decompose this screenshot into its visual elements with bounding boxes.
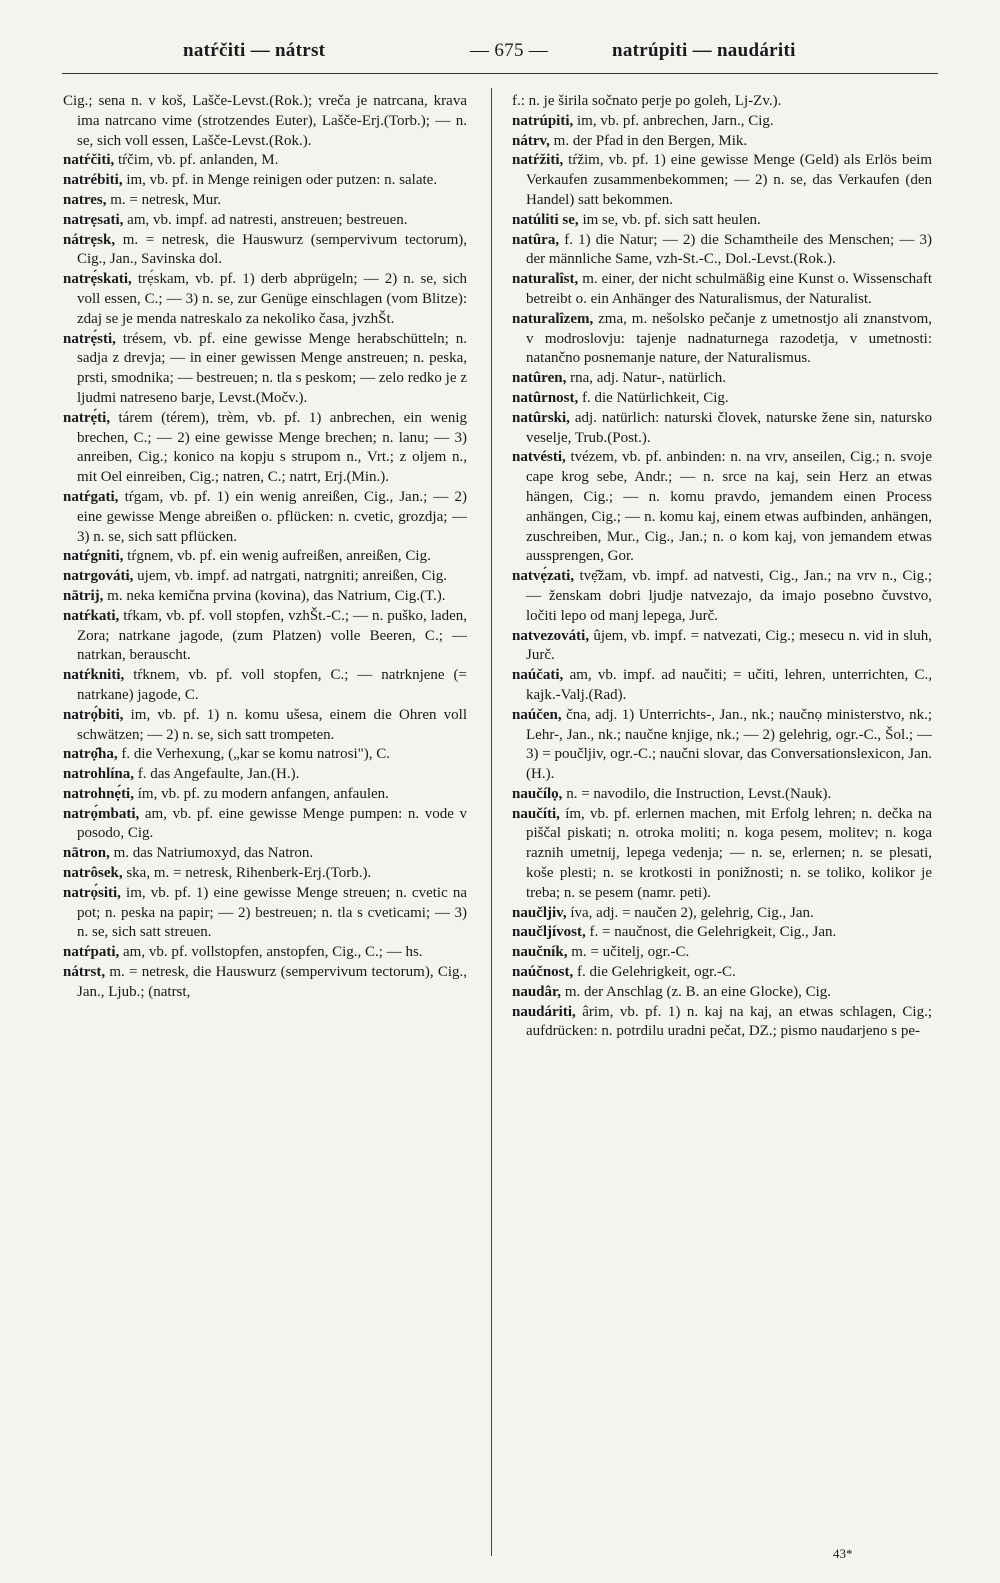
entry-headword: naúčen, [512, 706, 562, 723]
entry-definition: m. = netresk, die Hauswurz (sempervivum tectorum), Cig., Jan., Savinska dol. [77, 231, 467, 268]
entry-definition: f. = naučnost, die Gelehrigkeit, Cig., Jan. [589, 924, 837, 941]
dictionary-entry [512, 963, 932, 983]
entry-headword: natrohnẹ́ti, [63, 785, 134, 802]
entry-headword: natúliti se, [512, 211, 579, 228]
entry-definition: trẹ́skam, vb. pf. 1) derb abprügeln; — 2) n. se, sich voll essen, C.; — 3) n. se, zur Genüge einschlagen (vom Blitze): zdaj se je menda natreskalo za nekoliko časa, jvzhŠt. [77, 271, 467, 327]
entry-definition: m. das Natriumoxyd, das Natron. [113, 845, 314, 862]
entry-headword: natŕkati, [63, 607, 120, 624]
entry-definition: m. einer, der nicht schulmäßig eine Kunst o. Wissenschaft betreibt o. ein Anhänger des Naturalismus, der Naturalist. [526, 271, 932, 307]
entry-headword: natûrski, [512, 409, 570, 426]
entry-definition: f. die Gelehrigkeit, ogr.-C. [577, 964, 736, 981]
entry-headword: natrôsek, [63, 865, 123, 882]
entry-definition: m. der Anschlag (z. B. an eine Glocke), Cig. [564, 983, 831, 1000]
dictionary-entry [63, 844, 467, 864]
entry-definition: zma, m. nešolsko pečanje z umetnostjo ali znanstvom, v modroslovju: tajenje nadnaturnega razodetja, v umetnosti: natančno posnemanje nature, der Naturalismus. [526, 310, 932, 367]
entry-definition: am, vb. impf. ad natresti, anstreuen; bestreuen. [127, 211, 408, 228]
entry-headword: natrúpiti, [512, 112, 574, 129]
entry-headword: natrẹsati, [63, 211, 124, 228]
entry-headword: natvẹ́zati, [512, 568, 575, 585]
dictionary-entry [63, 211, 467, 231]
entry-headword: natrẹ́ti, [63, 409, 111, 426]
entry-definition: ujem, vb. impf. ad natrgati, natrgniti; anreißen, Cig. [137, 568, 447, 585]
dictionary-entry [63, 151, 467, 171]
entry-definition: am, vb. pf. eine gewisse Menge pumpen: n. vode v posodo, Cig. [77, 805, 467, 842]
entry-headword: natrohlína, [63, 766, 134, 783]
entry-definition: n. = navodilo, die Instruction, Levst.(Nauk). [566, 785, 832, 802]
entry-definition: ím, vb. pf. zu modern anfangen, anfaulen. [137, 785, 389, 802]
entry-definition: ím, vb. pf. erlernen machen, mit Erfolg lehren; n. dečka na piščal piskati; n. otroka moliti; n. koga pesem, molitev; n. koga raznih umetnij, lepega vedenja; — n. se, erlernen; n. se plesati, koše plesti; n. se krotkosti in ponižnosti; n. se toliko, kolikor je treba; n. se pesem (namr. peti). [526, 805, 932, 901]
dictionary-entry [512, 923, 932, 943]
entry-headword: naučljívost, [512, 924, 586, 941]
entry-definition: im, vb. pf. in Menge reinigen oder putzen: n. salate. [126, 172, 438, 189]
entry-headword: nátrv, [512, 132, 550, 149]
dictionary-entry [63, 607, 467, 666]
dictionary-entry [63, 884, 467, 943]
dictionary-entry [63, 765, 467, 785]
entry-definition: čna, adj. 1) Unterrichts-, Jan., nk.; naučnọ ministerstvo, nk.; Lehr-, Jan., nk.; naučne knjige, nk.; — 2) gelehrig, ogr.-C., Šol.; — 3) = poučljiv, ogr.-C.; naučni slovar, das Conversationslexicon, Jan.(H.). [526, 706, 932, 783]
entry-definition: f. das Angefaulte, Jan.(H.). [137, 766, 300, 783]
entry-headword: naučljiv, [512, 904, 567, 921]
entry-definition: im, vb. pf. 1) eine gewisse Menge streuen; n. cvetic na pot; n. peska na papir; — 2) bestreuen; n. tla s cveticami; — 3) n. se, sich satt streuen. [77, 884, 467, 941]
entry-headword: naúčnost, [512, 964, 574, 981]
entry-definition: tŕgnem, vb. pf. ein wenig aufreißen, anreißen, Cig. [127, 548, 431, 565]
running-head-left: natŕčiti — nátrst [183, 40, 326, 61]
dictionary-entry [63, 567, 467, 587]
entry-definition: tárem (térem), trèm, vb. pf. 1) anbrechen, ein wenig brechen, C.; — 2) eine gewisse Menge brechen; n. lanu; — 3) anreiben, Cig.; konico na kopju s strupom n., Vrt.; z oljem n., mit Oel einreiben, Cig.; natren, C.; natrt, Erj.(Min.). [77, 409, 467, 486]
entry-definition: m. = netresk, die Hauswurz (sempervivum tectorum), Cig., Jan., Ljub.; (natrst, [77, 964, 467, 1000]
entry-headword: natŕžiti, [512, 152, 564, 169]
entry-headword: natŕkniti, [63, 667, 125, 684]
entry-headword: natrọ́biti, [63, 706, 124, 723]
dictionary-entry [512, 706, 932, 785]
entry-headword: natŕpati, [63, 944, 120, 961]
entry-headword: natŕgati, [63, 488, 119, 505]
entry-headword: natrébiti, [63, 172, 123, 189]
entry-definition: im, vb. pf. anbrechen, Jarn., Cig. [577, 112, 774, 129]
entry-headword: naudáriti, [512, 1003, 576, 1020]
entry-definition: íva, adj. = naučen 2), gelehrig, Cig., Jan. [570, 904, 814, 921]
entry-headword: natŕgniti, [63, 548, 124, 565]
entry-definition: f. die Verhexung, („kar se komu natrosi"), C. [121, 746, 391, 763]
dictionary-entry [512, 983, 932, 1003]
printer-signature: 43* [833, 1546, 853, 1561]
entry-headword: natrgováti, [63, 568, 134, 585]
entry-definition: f. die Natürlichkeit, Cig. [582, 389, 729, 406]
dictionary-entry [63, 330, 467, 409]
entry-headword: natŕčiti, [63, 152, 115, 169]
entry-headword: natûrnost, [512, 389, 579, 406]
entry-headword: natrọ́mbati, [63, 805, 140, 822]
entry-definition: m. = netresk, Mur. [110, 191, 222, 208]
right-column [512, 92, 932, 1557]
entry-headword: naučíti, [512, 805, 560, 822]
dictionary-entry [512, 448, 932, 567]
dictionary-entry [512, 567, 932, 626]
dictionary-entry [63, 92, 467, 151]
dictionary-entry [512, 627, 932, 667]
entry-definition: trésem, vb. pf. eine gewisse Menge herabschütteln; n. sadja z drevja; — in einer gewissen Menge anstreuen; n. peska, prsti, smodnika; — bestreuen; n. tla s peskom; — zelo redko je z ljudmi natreseno barje, Levst.(Močv.). [77, 330, 467, 406]
entry-definition: f.: n. je širila sočnato perje po goleh, Lj-Zv.). [512, 93, 782, 109]
entry-headword: natres, [63, 191, 107, 208]
entry-headword: natvésti, [512, 449, 566, 466]
dictionary-entry [63, 171, 467, 191]
entry-definition: im se, vb. pf. sich satt heulen. [582, 211, 761, 228]
entry-definition: m. der Pfad in den Bergen, Mik. [553, 132, 748, 149]
dictionary-entry [512, 151, 932, 210]
column-divider [491, 88, 492, 1556]
dictionary-entry [512, 211, 932, 231]
entry-definition: adj. natürlich: naturski človek, naturske žene sin, natursko veselje, Trub.(Post.). [526, 409, 932, 446]
dictionary-entry [512, 112, 932, 132]
entry-definition: tŕknem, vb. pf. voll stopfen, C.; — natrknjene (= natrkane) jagode, C. [77, 667, 467, 703]
dictionary-entry [63, 231, 467, 271]
entry-definition: m. neka kemična prvina (kovina), das Natrium, Cig.(T.). [107, 587, 446, 604]
dictionary-entry [512, 1003, 932, 1043]
entry-headword: nátrẹsk, [63, 231, 116, 248]
dictionary-entry [512, 805, 932, 904]
dictionary-entry [512, 904, 932, 924]
dictionary-entry [63, 785, 467, 805]
entry-definition: tvẹ̑žam, vb. impf. ad natvesti, Cig., Jan.; na vrv n., Cig.; — ženskam dobri ljudje natvezajo, da imajo posebno čuvstvo, ločiti lepo od manj lepega, Jurč. [526, 568, 932, 624]
dictionary-entry [63, 270, 467, 329]
entry-headword: natrẹ́skati, [63, 271, 132, 288]
entry-headword: natrọ̑ha, [63, 746, 118, 763]
entry-definition: ûjem, vb. impf. = natvezati, Cig.; mesecu n. vid in sluh, Jurč. [526, 627, 932, 664]
entry-definition: im, vb. pf. 1) n. komu ušesa, einem die Ohren voll schwätzen; — 2) n. se, sich satt trompeten. [77, 706, 467, 743]
dictionary-entry [63, 706, 467, 746]
dictionary-entry [63, 943, 467, 963]
entry-headword: naučník, [512, 944, 568, 961]
entry-definition: tŕkam, vb. pf. voll stopfen, vzhŠt.-C.; — n. puško, laden, Zora; natrkane jagode, (zum Platzen) volle Beeren, C.; — natrkan, berauscht. [77, 607, 467, 664]
running-head-right: natrúpiti — naudáriti [612, 40, 796, 61]
entry-definition: rna, adj. Natur-, natürlich. [570, 370, 726, 387]
left-column [63, 92, 467, 1557]
dictionary-entry [63, 745, 467, 765]
entry-definition: tŕžim, vb. pf. 1) eine gewisse Menge (Geld) als Erlös beim Verkaufen zusammenbekommen; — 2) n. se, das Verkaufen (den Handel) satt bekommen. [526, 152, 932, 208]
dictionary-entry [512, 409, 932, 449]
entry-headword: naučílọ, [512, 785, 563, 802]
entry-headword: naturalîzem, [512, 310, 594, 327]
entry-definition: ârim, vb. pf. 1) n. kaj na kaj, an etwas schlagen, Cig.; aufdrücken: n. potrdilu uradni pečat, DZ.; pismo naudarjeno s pe- [526, 1003, 932, 1040]
dictionary-entry [512, 666, 932, 706]
entry-headword: naturalîst, [512, 271, 579, 288]
entry-definition: tŕčim, vb. pf. anlanden, M. [117, 152, 279, 169]
entry-definition: tvézem, vb. pf. anbinden: n. na vrv, anseilen, Cig.; n. svoje cape krog sebe, Andr.; — n. srce na kaj, sein Herz an etwas hängen, Cig.; — n. komu pravdo, jemandem einen Process anhängen, Cig.; — n. komu kaj, einem etwas aufbinden, anhängen, zuschreiben, Mur., Cig., Jan.; n. o kom kaj, von jemandem etwas aussprengen, Gor. [526, 449, 932, 565]
entry-headword: natûra, [512, 231, 560, 248]
page-number: — 675 — [470, 40, 549, 61]
entry-headword: natrẹ́sti, [63, 330, 116, 347]
dictionary-entry [63, 587, 467, 607]
dictionary-entry [63, 666, 467, 706]
entry-definition: tŕgam, vb. pf. 1) ein wenig anreißen, Cig., Jan.; — 2) eine gewisse Menge abreißen o. pflücken: n. cvetic, grozdja; — 3) n. se, sich satt pflücken. [77, 488, 467, 545]
dictionary-entry [512, 92, 932, 112]
dictionary-entry [63, 547, 467, 567]
dictionary-entry [512, 369, 932, 389]
dictionary-entry [63, 488, 467, 547]
dictionary-entry [512, 310, 932, 369]
dictionary-entry [512, 943, 932, 963]
header-rule [62, 73, 938, 74]
entry-headword: nātrij, [63, 587, 104, 604]
entry-definition: ska, m. = netresk, Rihenberk-Erj.(Torb.). [126, 865, 372, 882]
entry-definition: Cig.; sena n. v koš, Lašče-Levst.(Rok.); vreča je natrcana, krava ima natrcano vime (strotzendes Euter), Lašče-Erj.(Torb.); — n. se, sich voll essen, Lašče-Levst.(Rok.). [63, 93, 467, 149]
dictionary-entry [512, 270, 932, 310]
entry-headword: natrọ́siti, [63, 884, 121, 901]
entry-definition: f. 1) die Natur; — 2) die Schamtheile des Menschen; — 3) der männliche Same, vzh-St.-C., Dol.-Levst.(Rok.). [526, 231, 932, 268]
entry-headword: nátrst, [63, 964, 106, 981]
entry-headword: naúčati, [512, 667, 564, 684]
entry-headword: natvezováti, [512, 627, 590, 644]
dictionary-entry [512, 389, 932, 409]
entry-definition: m. = učitelj, ogr.-C. [571, 944, 690, 961]
dictionary-entry [63, 191, 467, 211]
dictionary-entry [512, 231, 932, 271]
dictionary-entry [512, 132, 932, 152]
entry-headword: naudâr, [512, 983, 562, 1000]
dictionary-entry [63, 409, 467, 488]
dictionary-entry [63, 963, 467, 1003]
entry-headword: nātron, [63, 845, 110, 862]
dictionary-entry [63, 864, 467, 884]
entry-definition: am, vb. impf. ad naučiti; = učiti, lehren, unterrichten, C., kajk.-Valj.(Rad). [526, 667, 932, 703]
dictionary-entry [63, 805, 467, 845]
entry-headword: natûren, [512, 370, 567, 387]
dictionary-entry [512, 785, 932, 805]
entry-definition: am, vb. pf. vollstopfen, anstopfen, Cig., C.; — hs. [123, 944, 423, 961]
